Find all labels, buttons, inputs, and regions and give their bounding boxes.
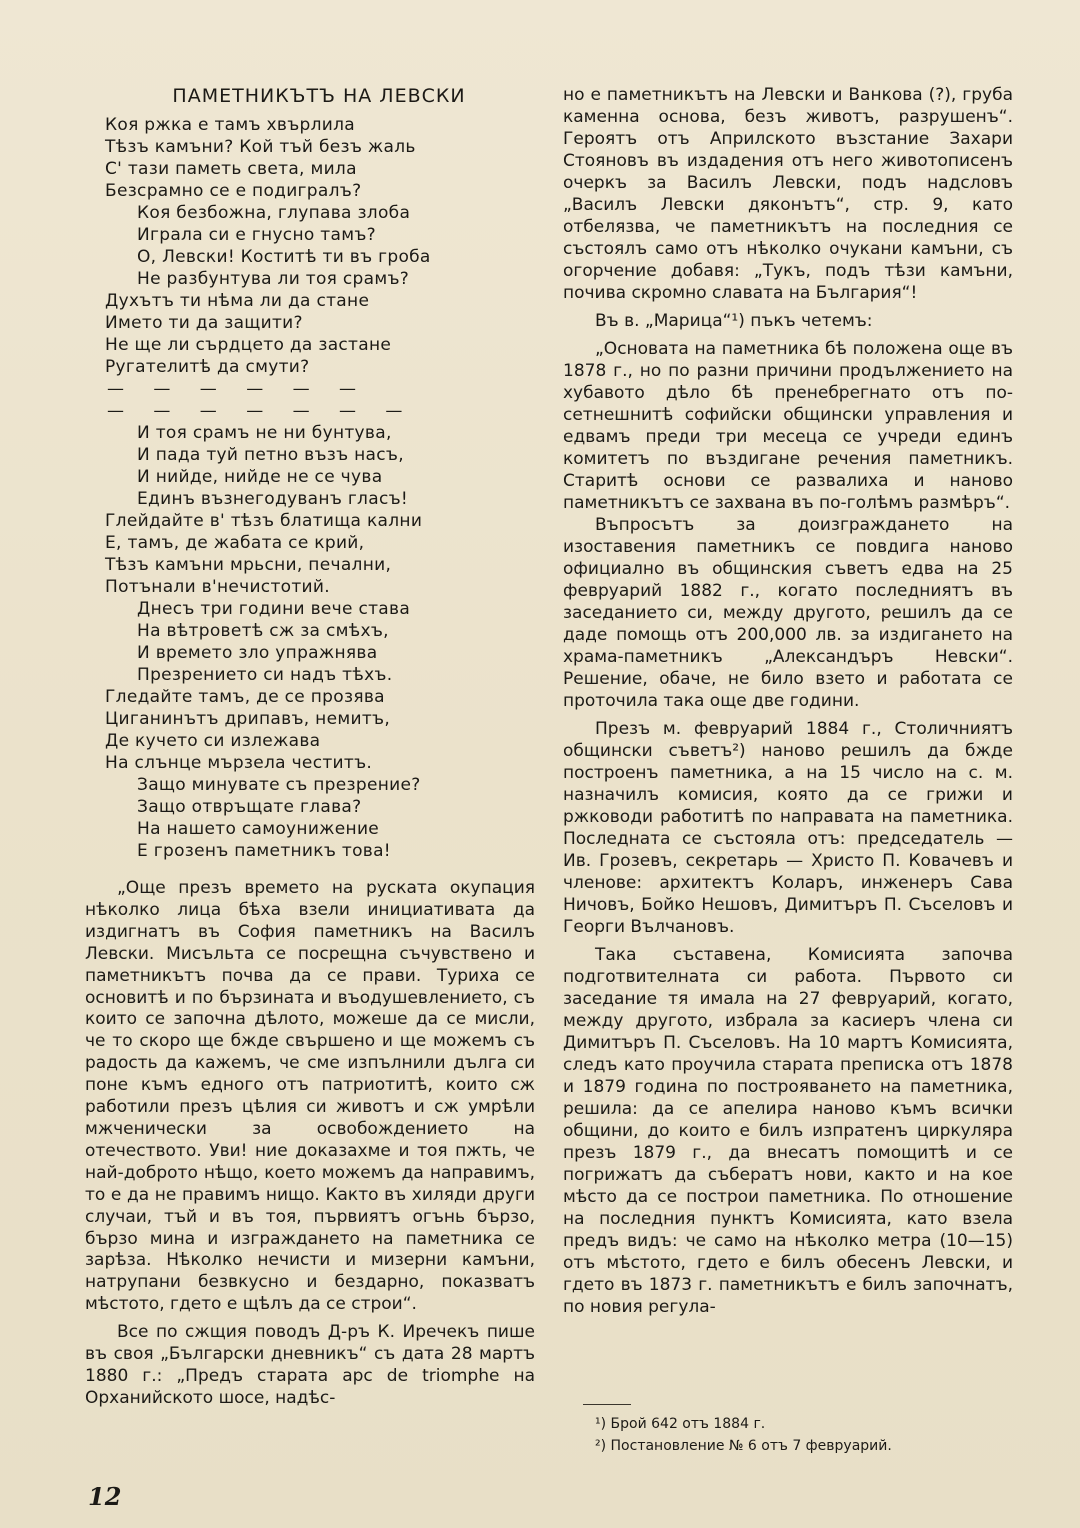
poem-line: Коя ржка е тамъ хвърлила — [105, 115, 355, 135]
poem-line: Името ти да защити? — [105, 313, 303, 333]
poem-line: Презрението си надъ тѣхъ. — [137, 665, 393, 685]
poem-line: Гледайте тамъ, де се прозява — [105, 687, 385, 707]
poem-line: На слънце мързела честитъ. — [105, 753, 373, 773]
left-column — [85, 84, 535, 1410]
poem-line: Единъ възнегодуванъ гласъ! — [137, 489, 409, 509]
paragraph: но е паметникътъ на Левски и Ванкова (?), груба каменна основа, безъ животъ, разрушенъ“. Героятъ отъ Априлското възстание Захари Стояновъ въ издадения отъ него животописенъ очеркъ за Василъ Левски, подъ надсловъ „Василъ Левски дяконътъ“, стр. 9, като отбелязва, че паметникътъ на последния се състоялъ само отъ нѣколко очукани камъни, съ огорчение добавя: „Тукъ, подъ тѣзи камъни, почива скромно славата на България“! — [563, 85, 1013, 303]
poem-line: — — — — — — — — [107, 401, 415, 421]
poem-line: Ругателитѣ да смути? — [105, 357, 310, 377]
poem-line: Де кучето си излежава — [105, 731, 321, 751]
paragraph: Въпросътъ за доизграждането на изоставения паметникъ се повдига наново официално въ общинския съветъ едва на 25 февруарий 1882 г., когато последниятъ въ заседанието си, между другото, решилъ да се даде помощь отъ 200,000 лв. за издигането на храма-паметникъ „Александъръ Невски“. Решение, обаче, не било взето и работата се проточила така още две години. — [563, 515, 1013, 711]
poem-line: На нашето самоунижение — [137, 819, 380, 839]
poem-line: Защо отвръщате глава? — [137, 797, 362, 817]
poem-line: Тѣзъ камъни мрьсни, печални, — [105, 555, 392, 575]
paragraph: Все по сжщия поводъ Д-ръ К. Иречекъ пише въ своя „Български дневникъ“ съ дата 28 мартъ 1880 г.: „Предъ старата арс de triomphe на Орханийското шосе, надѣс- — [85, 1322, 535, 1408]
poem-line: Коя безбожна, глупава злоба — [137, 203, 411, 223]
footnote: ¹) Брой 642 отъ 1884 г. — [595, 1416, 766, 1432]
poem-line: О, Левски! Коститѣ ти въ гроба — [137, 247, 431, 267]
paragraph: „Основата на паметника бѣ положена още въ 1878 г., но по разни причини продължението на хубавото дѣло бѣ пренебрегнато отъ по-сетнешнитѣ софийски общински управления и едвамъ преди три месеца се учреди единъ комитетъ по въздигане речения паметникъ. Старитѣ основи се развалиха и наново паметникътъ се захвана въ по-голѣмъ размѣръ“. — [563, 339, 1013, 513]
poem-line: Тѣзъ камъни? Кой тъй безъ жаль — [105, 137, 416, 157]
poem-line: Безсрамно се е подигралъ? — [105, 181, 362, 201]
poem-line: Не разбунтува ли тоя срамъ? — [137, 269, 410, 289]
footnote-divider — [583, 1404, 631, 1405]
poem-line: Циганинътъ дрипавъ, немитъ, — [105, 709, 391, 729]
paragraph: Така съставена, Комисията започва подготвителната си работа. Първото си заседание тя имала на 27 февруарий, когато, между другото, избрала за касиеръ члена си Димитъръ П. Съселовъ. На 10 мартъ Комисията, следъ като проучила старата преписка отъ 1878 и 1879 година по построяването на паметника, решила: да се апелира наново къмъ всички общини, до които е билъ изпратенъ циркуляра презъ 1879 г., да внесатъ помощитѣ и се погрижатъ да събератъ нови, както и на кое мѣсто да се построи паметника. По отношение на последния пунктъ Комисията, като взела предъ видъ: че само на нѣколко метра (10—15) отъ мѣстото, гдето е билъ обесенъ Левски, и гдето въ 1873 г. паметникътъ е билъ започнатъ, по новия регула- — [563, 945, 1013, 1317]
poem-line: Не ще ли сърдцето да застане — [105, 335, 392, 355]
poem — [85, 114, 535, 862]
left-text — [85, 878, 535, 1410]
poem-line: Духътъ ти нѣма ли да стане — [105, 291, 370, 311]
page-number: 12 — [88, 1482, 122, 1511]
paragraph: Презъ м. февруарий 1884 г., Столичниятъ общински съветъ²) наново решилъ да бжде построенъ паметника, а на 15 число на с. м. назначилъ комисия, която да се грижи и ржководи работитѣ по направата на паметника. Последната се състояла отъ: председатель — Ив. Грозевъ, секретарь — Христо П. Ковачевъ и членове: архитектъ Коларъ, инженеръ Сава Ничовъ, Бойко Нешовъ, Димитъръ П. Съселовъ и Георги Вълчановъ. — [563, 719, 1013, 937]
poem-line: И пада туй петно възъ насъ, — [137, 445, 404, 465]
paragraph: „Още презъ времето на руската окупация нѣколко лица бѣха взели инициативата да издигнатъ въ София паметникъ на Василъ Левски. Мисъльта се посрещна съчувствено и паметникътъ почва да се прави. Туриха се основитѣ и по бързината и въодушевлението, съ които се започна дѣлото, можеше да се мисли, че то скоро ще бжде свършено и ще можемъ съ радость да кажемъ, че сме изпълнили дълга си поне къмъ едного отъ патриотитѣ, които сж работили презъ цѣлия си животъ и сж умрѣли мжченически за освобождението на отечеството. Уви! ние доказахме и тоя пжть, че най-доброто нѣщо, което можемъ да направимъ, то е да не правимъ нищо. Както въ хиляди други случаи, тъй и въ тоя, първиятъ огънь бързо, бързо мина и изграждането на паметника се зарѣза. Нѣколко нечисти и мизерни камъни, натрупани безвкусно и бездарно, показватъ мѣстото, гдето е щѣлъ да се строи“. — [85, 878, 535, 1315]
poem-line: И тоя срамъ не ни бунтува, — [137, 423, 392, 443]
poem-line: Защо минувате съ презрение? — [137, 775, 421, 795]
poem-line: Потънали в'нечистотий. — [105, 577, 330, 597]
poem-line: Е, тамъ, де жабата се крий, — [105, 533, 365, 553]
poem-line: На вѣтроветѣ сж за смѣхъ, — [137, 621, 389, 641]
poem-line: — — — — — — — [107, 379, 369, 399]
poem-line: И нийде, нийде не се чува — [137, 467, 383, 487]
poem-line: Глейдайте в' тѣзъ блатища кални — [105, 511, 423, 531]
poem-title: ПАМЕТНИКЪТЪ НА ЛЕВСКИ — [172, 85, 466, 107]
right-column — [563, 84, 1013, 1318]
footnote: ²) Постановление № 6 отъ 7 февруарий. — [595, 1438, 892, 1454]
poem-line: И времето зло упражнява — [137, 643, 378, 663]
poem-line: Днесъ три години вече става — [137, 599, 411, 619]
poem-line: Е грозенъ паметникъ това! — [137, 841, 391, 861]
footnotes — [563, 1404, 1013, 1457]
poem-line: С' тази паметь света, мила — [105, 159, 357, 179]
poem-line: Играла си е гнусно тамъ? — [137, 225, 376, 245]
paragraph: Въ в. „Марица“¹) пъкъ четемъ: — [595, 311, 873, 331]
